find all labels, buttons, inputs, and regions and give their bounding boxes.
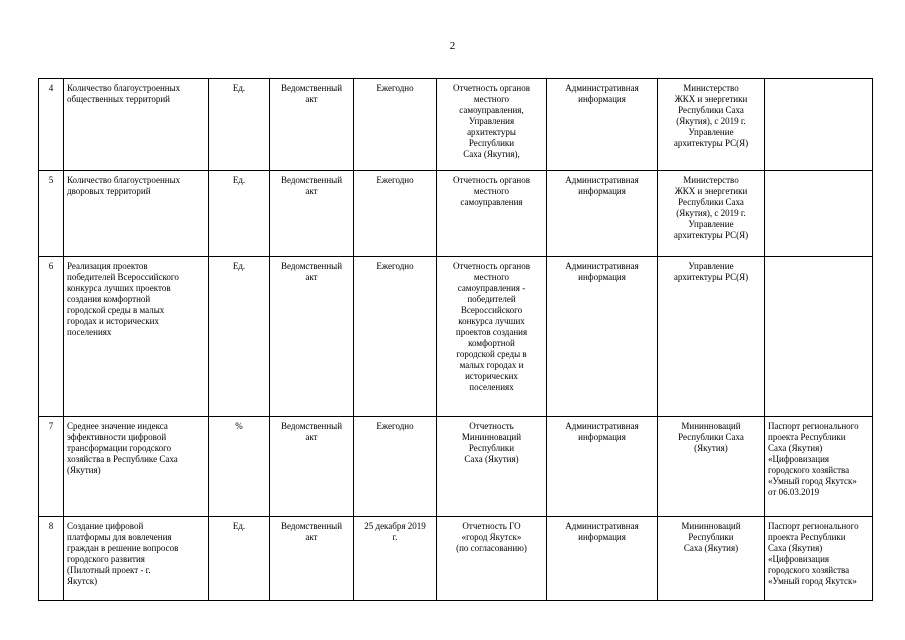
cell-text-line: акт xyxy=(305,94,318,104)
indicator-name-cell xyxy=(64,517,209,601)
cell-text-line: самоуправления, xyxy=(459,105,524,115)
responsible-body-cell xyxy=(658,517,765,601)
cell-text-line: местного xyxy=(473,272,510,282)
cell-text-line: Саха (Якутия) xyxy=(683,543,739,553)
cell-text-line: Саха (Якутия) xyxy=(768,543,823,553)
cell-text-line: Министерство xyxy=(683,175,739,185)
cell-text-line: проекта Республики xyxy=(768,432,846,442)
table-row xyxy=(39,79,873,171)
cell-text-line: городского хозяйства xyxy=(768,565,850,575)
cell-text-line: Отчетность xyxy=(469,421,514,431)
cell-text-line: 25 декабря 2019 xyxy=(364,521,426,531)
cell-text-line: исторических xyxy=(465,371,518,381)
cell-text-line: «Умный город Якутск» xyxy=(768,576,857,586)
cell-text-line: городской среды в малых xyxy=(67,305,165,315)
cell-text-line: (Пилотный проект - г. xyxy=(67,565,151,575)
page-number: 2 xyxy=(449,40,456,52)
cell-text-line: Административная xyxy=(565,521,639,531)
cell-text-line: ЖКХ и энергетики xyxy=(674,94,748,104)
table-row xyxy=(39,257,873,417)
cell-text-line: Ведомственный xyxy=(280,421,343,431)
note-cell xyxy=(765,517,873,601)
information-type-cell xyxy=(547,171,658,257)
indicator-name-cell xyxy=(64,79,209,171)
cell-text-line: информация xyxy=(578,272,626,282)
table-row xyxy=(39,171,873,257)
cell-text-line: городского хозяйства xyxy=(768,465,850,475)
cell-text-line: конкурса лучших xyxy=(458,316,525,326)
row-number-cell: 4 xyxy=(39,79,64,171)
unit-cell: Ед. xyxy=(209,257,270,417)
cell-text-line: самоуправления - xyxy=(457,283,526,293)
cell-text-line: городской среды в xyxy=(456,349,527,359)
cell-text-line: Ежегодно xyxy=(376,421,414,431)
period-cell xyxy=(354,417,437,517)
cell-text-line: Саха (Якутия) xyxy=(768,443,823,453)
unit-cell: % xyxy=(209,417,270,517)
period-cell xyxy=(354,257,437,417)
cell-text-line: Административная xyxy=(565,421,639,431)
reporting-source-cell xyxy=(437,79,547,171)
cell-text-line: Республики xyxy=(468,443,515,453)
cell-text-line: Республики xyxy=(468,138,515,148)
cell-text-line: победителей Всероссийского xyxy=(67,272,179,282)
cell-text-line: городского развития xyxy=(67,554,145,564)
cell-text-line: акт xyxy=(305,532,318,542)
cell-text-line: Паспорт регионального xyxy=(768,421,859,431)
note-cell xyxy=(765,171,873,257)
cell-text-line: Отчетность ГО xyxy=(462,521,521,531)
cell-text-line: «город Якутск» xyxy=(461,532,522,542)
cell-text-line: Мининноваций xyxy=(461,432,522,442)
cell-text-line: акт xyxy=(305,432,318,442)
row-number-cell: 7 xyxy=(39,417,64,517)
cell-text-line: (Якутия) xyxy=(67,465,101,475)
cell-text-line: Среднее значение индекса xyxy=(67,421,168,431)
cell-text-line: Якутск) xyxy=(67,576,98,586)
cell-text-line: (Якутия), с 2019 г. xyxy=(676,116,746,126)
note-cell xyxy=(765,79,873,171)
cell-text-line: г. xyxy=(392,532,398,542)
reporting-source-cell xyxy=(437,171,547,257)
cell-text-line: Административная xyxy=(565,83,639,93)
cell-text-line: архитектуры РС(Я) xyxy=(673,272,749,282)
cell-text-line: Реализация проектов xyxy=(67,261,148,271)
act-cell xyxy=(270,79,354,171)
unit-cell: Ед. xyxy=(209,517,270,601)
act-cell xyxy=(270,171,354,257)
cell-text-line: информация xyxy=(578,94,626,104)
cell-text-line: Ведомственный xyxy=(280,83,343,93)
cell-text-line: трансформации городского xyxy=(67,443,172,453)
cell-text-line: Саха (Якутия), xyxy=(463,149,520,159)
indicator-name-cell xyxy=(64,417,209,517)
cell-text-line: граждан в решение вопросов xyxy=(67,543,179,553)
act-cell xyxy=(270,517,354,601)
reporting-source-cell xyxy=(437,517,547,601)
cell-text-line: ЖКХ и энергетики xyxy=(674,186,748,196)
cell-text-line: Республики xyxy=(688,532,734,542)
reporting-source-cell xyxy=(437,257,547,417)
indicators-table xyxy=(38,78,873,601)
act-cell xyxy=(270,257,354,417)
cell-text-line: Республики Саха xyxy=(678,432,744,442)
cell-text-line: акт xyxy=(305,186,318,196)
cell-text-line: Административная xyxy=(565,261,639,271)
cell-text-line: архитектуры РС(Я) xyxy=(673,230,749,240)
row-number-cell: 6 xyxy=(39,257,64,417)
cell-text-line: архитектуры РС(Я) xyxy=(673,138,749,148)
cell-text-line: Ежегодно xyxy=(376,175,414,185)
cell-text-line: Мининноваций xyxy=(681,521,741,531)
cell-text-line: Саха (Якутия) xyxy=(464,454,519,464)
cell-text-line: местного xyxy=(473,94,510,104)
cell-text-line: победителей xyxy=(467,294,516,304)
cell-text-line: городах и исторических xyxy=(67,316,159,326)
cell-text-line: поселениях xyxy=(469,382,514,392)
note-cell xyxy=(765,257,873,417)
cell-text-line: архитектуры xyxy=(467,127,516,137)
cell-text-line: от 06.03.2019 xyxy=(768,487,820,497)
cell-text-line: местного xyxy=(473,186,510,196)
cell-text-line: (Якутия), с 2019 г. xyxy=(676,208,746,218)
cell-text-line: Республики Саха xyxy=(678,105,744,115)
cell-text-line: Всероссийского xyxy=(460,305,523,315)
cell-text-line: акт xyxy=(305,272,318,282)
cell-text-line: Ведомственный xyxy=(280,175,343,185)
cell-text-line: Управление xyxy=(688,261,734,271)
cell-text-line: общественных территорий xyxy=(67,94,170,104)
indicator-name-cell xyxy=(64,257,209,417)
cell-text-line: Административная xyxy=(565,175,639,185)
responsible-body-cell xyxy=(658,417,765,517)
cell-text-line: поселениях xyxy=(67,327,112,337)
responsible-body-cell xyxy=(658,79,765,171)
period-cell xyxy=(354,171,437,257)
unit-cell: Ед. xyxy=(209,79,270,171)
cell-text-line: «Умный город Якутск» xyxy=(768,476,857,486)
row-number-cell: 5 xyxy=(39,171,64,257)
information-type-cell xyxy=(547,257,658,417)
unit-cell: Ед. xyxy=(209,171,270,257)
cell-text-line: информация xyxy=(578,186,626,196)
cell-text-line: Управления xyxy=(468,116,515,126)
cell-text-line: Республики Саха xyxy=(678,197,744,207)
period-cell xyxy=(354,79,437,171)
cell-text-line: конкурса лучших проектов xyxy=(67,283,171,293)
cell-text-line: эффективности цифровой xyxy=(67,432,167,442)
table-row xyxy=(39,417,873,517)
cell-text-line: Управление xyxy=(688,219,734,229)
cell-text-line: Отчетность органов xyxy=(453,175,530,185)
cell-text-line: хозяйства в Республике Саха xyxy=(67,454,178,464)
information-type-cell xyxy=(547,79,658,171)
cell-text-line: малых городах и xyxy=(459,360,524,370)
information-type-cell xyxy=(547,517,658,601)
responsible-body-cell xyxy=(658,257,765,417)
cell-text-line: (по согласованию) xyxy=(456,543,527,553)
cell-text-line: Ведомственный xyxy=(280,521,343,531)
table-row xyxy=(39,517,873,601)
cell-text-line: Отчетность органов xyxy=(453,83,530,93)
row-number-cell: 8 xyxy=(39,517,64,601)
cell-text-line: Ежегодно xyxy=(376,261,414,271)
cell-text-line: Отчетность органов xyxy=(453,261,530,271)
cell-text-line: «Цифровизация xyxy=(768,554,830,564)
cell-text-line: Мининноваций xyxy=(681,421,741,431)
cell-text-line: (Якутия) xyxy=(694,443,728,453)
cell-text-line: Управление xyxy=(688,127,734,137)
note-cell xyxy=(765,417,873,517)
period-cell xyxy=(354,517,437,601)
cell-text-line: информация xyxy=(578,532,626,542)
responsible-body-cell xyxy=(658,171,765,257)
reporting-source-cell xyxy=(437,417,547,517)
cell-text-line: проектов создания xyxy=(455,327,528,337)
cell-text-line: самоуправления xyxy=(460,197,523,207)
cell-text-line: Паспорт регионального xyxy=(768,521,859,531)
cell-text-line: проекта Республики xyxy=(768,532,846,542)
cell-text-line: Министерство xyxy=(683,83,739,93)
cell-text-line: Количество благоустроенных xyxy=(67,83,181,93)
act-cell xyxy=(270,417,354,517)
cell-text-line: «Цифровизация xyxy=(768,454,830,464)
cell-text-line: Ведомственный xyxy=(280,261,343,271)
cell-text-line: дворовых территорий xyxy=(67,186,151,196)
cell-text-line: комфортной xyxy=(468,338,515,348)
cell-text-line: Ежегодно xyxy=(376,83,414,93)
cell-text-line: создания комфортной xyxy=(67,294,151,304)
cell-text-line: Количество благоустроенных xyxy=(67,175,181,185)
indicator-name-cell xyxy=(64,171,209,257)
cell-text-line: информация xyxy=(578,432,626,442)
information-type-cell xyxy=(547,417,658,517)
cell-text-line: платформы для вовлечения xyxy=(67,532,172,542)
cell-text-line: Создание цифровой xyxy=(67,521,144,531)
